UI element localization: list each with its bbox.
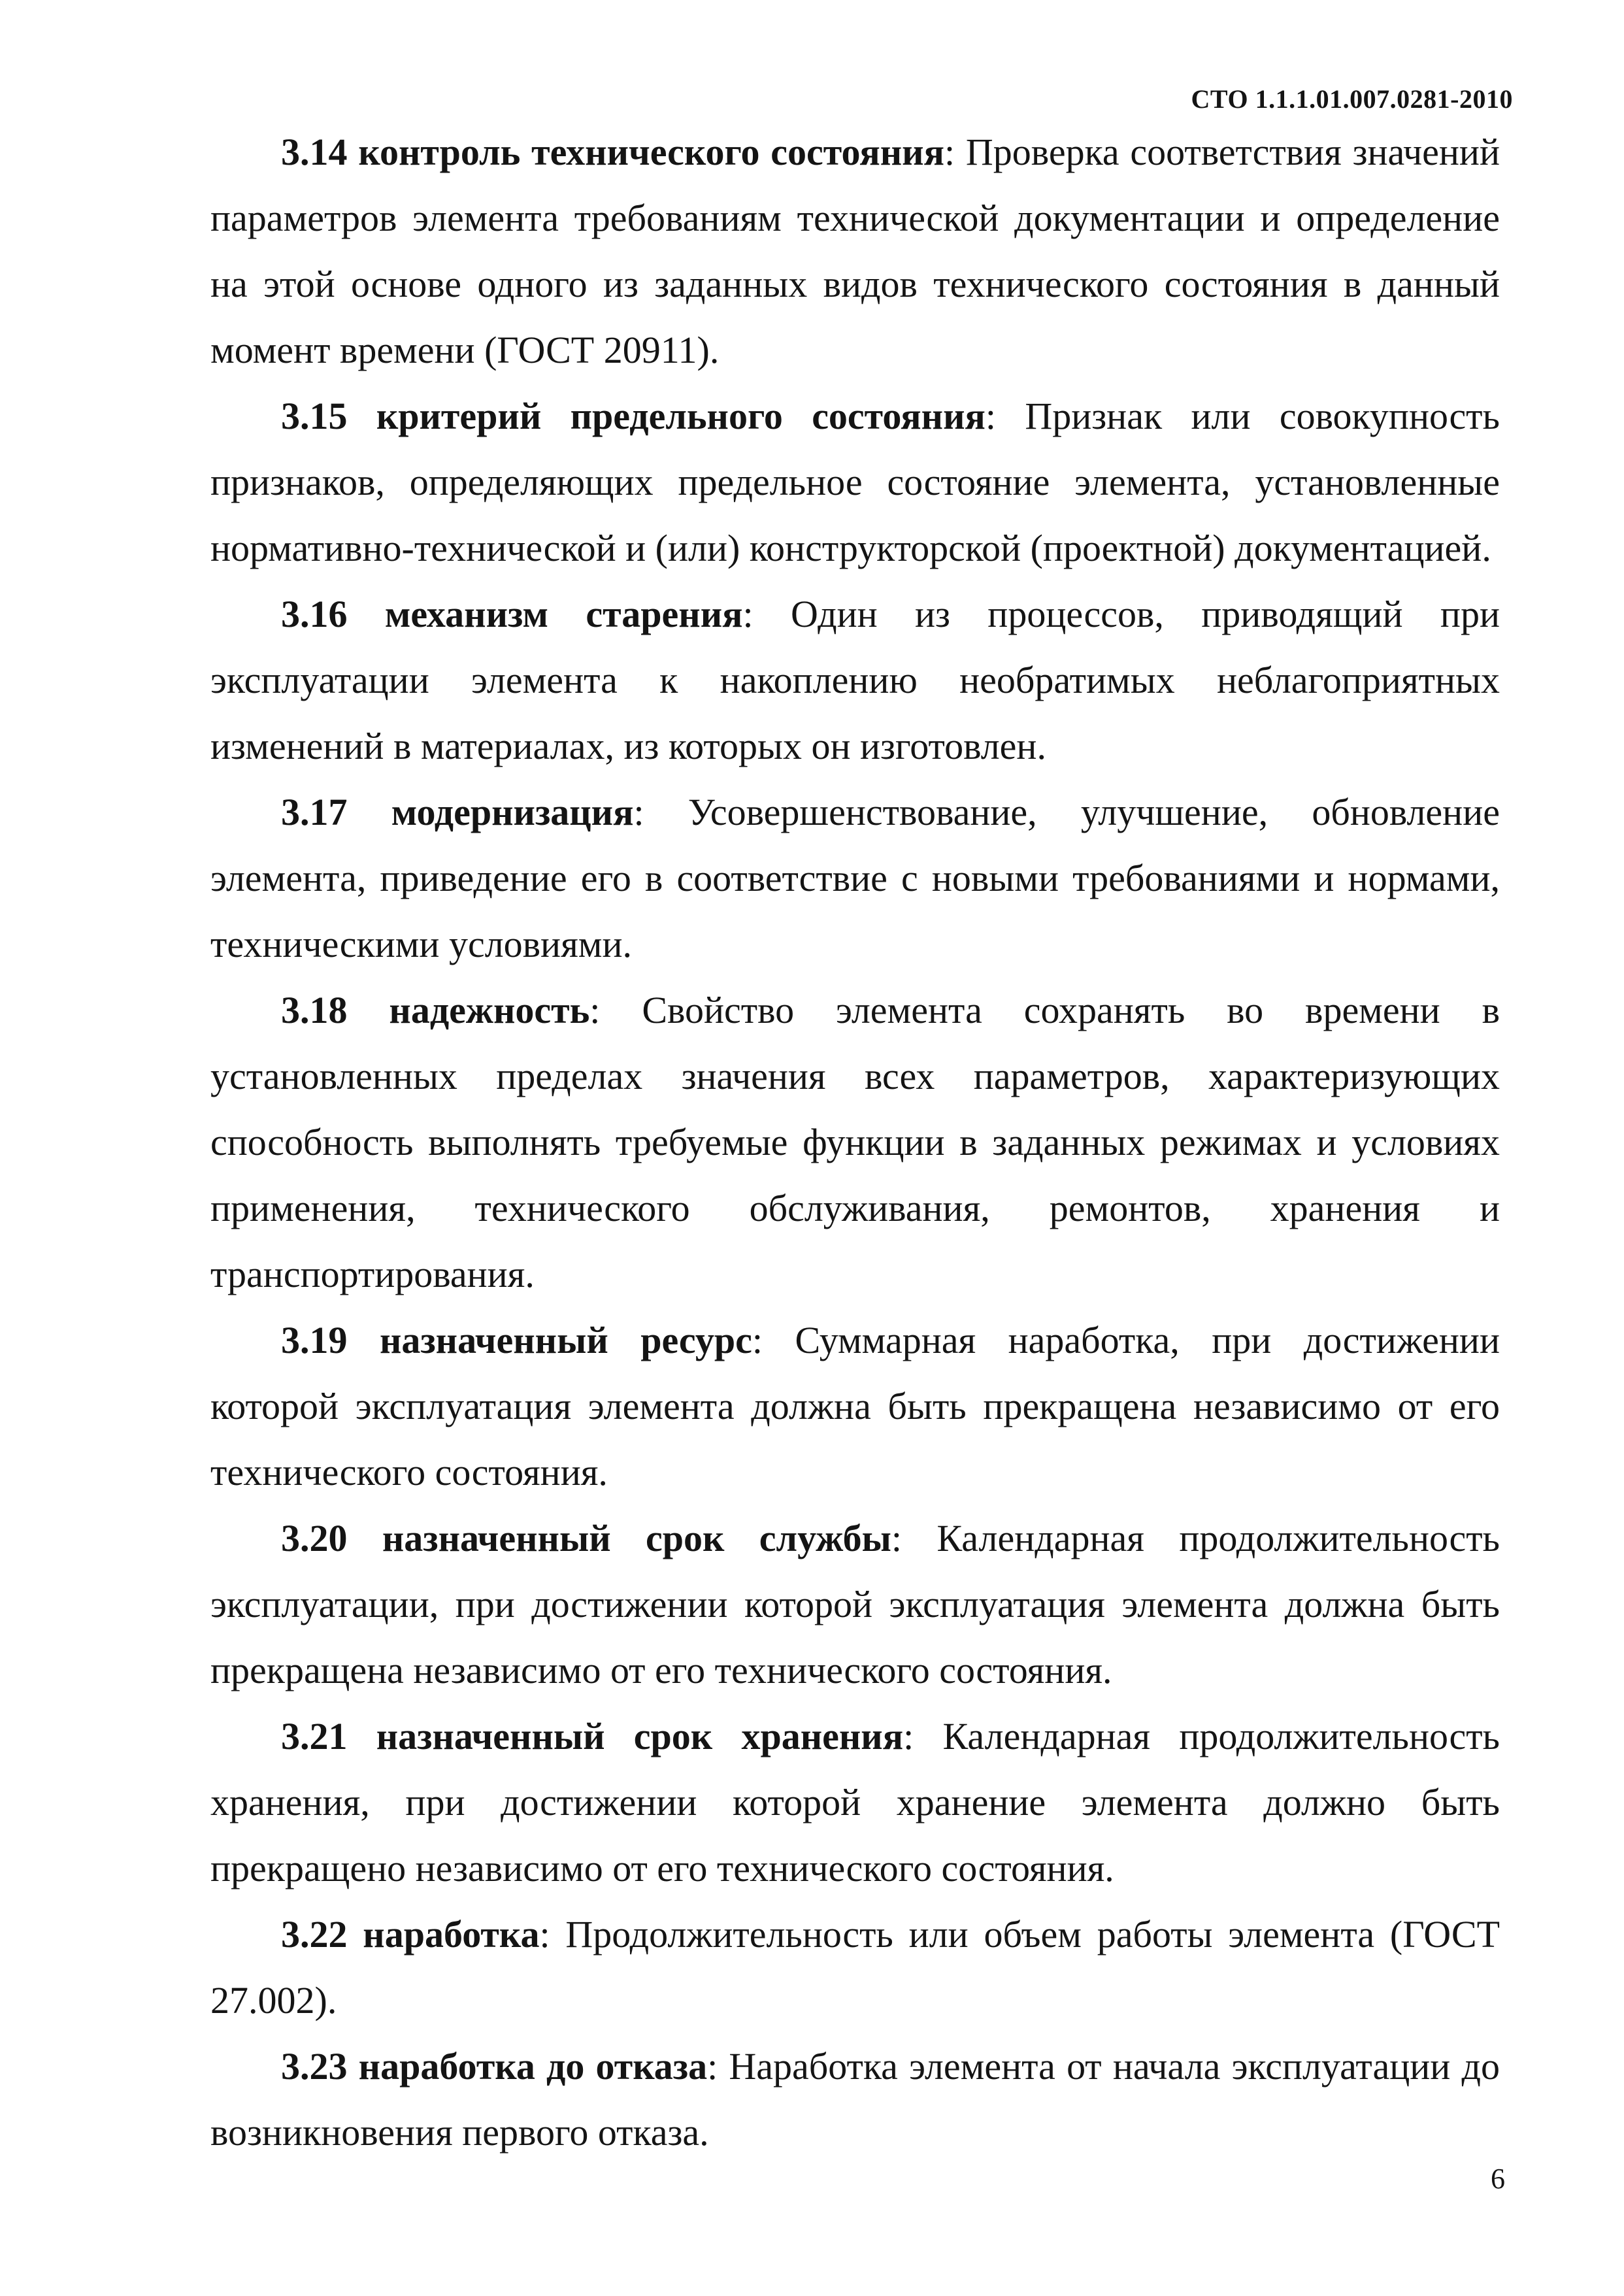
entry-term: модернизация <box>391 791 634 833</box>
entry-term: критерий предельного состояния <box>376 395 986 437</box>
entry-definition: Наработка элемента от начала эксплуатации до возникновения первого отказа. <box>210 2045 1500 2154</box>
definition-entry: 3.19 назначенный ресурс: Суммарная наработка, при достижении которой эксплуатация элемента должна быть прекращена независимо от его технического состояния. <box>210 1319 1500 1493</box>
entry-term: назначенный срок хранения <box>376 1715 904 1757</box>
entry-definition: Продолжительность или объем работы элемента (ГОСТ 27.002). <box>210 1913 1500 2021</box>
entry-term: наработка до отказа <box>358 2045 708 2088</box>
entry-number: 3.21 <box>281 1715 348 1757</box>
entry-term: назначенный ресурс <box>379 1319 752 1361</box>
definition-entry: 3.18 надежность: Свойство элемента сохранять во времени в установленных пределах значения всех параметров, характеризующих способность выполнять требуемые функции в заданных режимах и условиях применения, технического обслуживания, ремонтов, хранения и транспортирования. <box>210 989 1500 1295</box>
entry-number: 3.22 <box>281 1913 348 1955</box>
entry-definition: Один из процессов, приводящий при эксплуатации элемента к накоплению необратимых неблагоприятных изменений в материалах, из которых он изготовлен. <box>210 593 1500 767</box>
definition-entry: 3.22 наработка: Продолжительность или объем работы элемента (ГОСТ 27.002). <box>210 1913 1500 2021</box>
entry-number: 3.16 <box>281 593 348 635</box>
entry-term: наработка <box>363 1913 540 1955</box>
entry-number: 3.23 <box>281 2045 348 2088</box>
definition-entry: 3.23 наработка до отказа: Наработка элемента от начала эксплуатации до возникновения первого отказа. <box>210 2045 1500 2154</box>
definition-entry: 3.16 механизм старения: Один из процессов, приводящий при эксплуатации элемента к накоплению необратимых неблагоприятных изменений в материалах, из которых он изготовлен. <box>210 593 1500 767</box>
entry-term: назначенный срок службы <box>382 1517 891 1559</box>
entry-number: 3.14 <box>281 131 348 173</box>
entry-definition: Календарная продолжительность хранения, при достижении которой хранение элемента должно быть прекращено независимо от его технического состояния. <box>210 1715 1500 1889</box>
definition-entry: 3.17 модернизация: Усовершенствование, улучшение, обновление элемента, приведение его в соответствие с новыми требованиями и нормами, техническими условиями. <box>210 791 1500 965</box>
definition-entry: 3.15 критерий предельного состояния: Признак или совокупность признаков, определяющих предельное состояние элемента, установленные нормативно-технической и (или) конструкторской (проектной) документацией. <box>210 395 1500 569</box>
entry-term: надежность <box>389 989 590 1031</box>
entry-definition: Проверка соответствия значений параметров элемента требованиям технической документации и определение на этой основе одного из заданных видов технического состояния в данный момент времени (ГОСТ 20911). <box>210 131 1500 371</box>
entry-number: 3.20 <box>281 1517 348 1559</box>
definition-entry: 3.20 назначенный срок службы: Календарная продолжительность эксплуатации, при достижении которой эксплуатация элемента должна быть прекращена независимо от его технического состояния. <box>210 1517 1500 1691</box>
document-code: СТО 1.1.1.01.007.0281-2010 <box>1191 84 1513 114</box>
entry-definition: Усовершенствование, улучшение, обновление элемента, приведение его в соответствие с новыми требованиями и нормами, техническими условиями. <box>210 791 1500 965</box>
entry-definition: Свойство элемента сохранять во времени в установленных пределах значения всех параметров, характеризующих способность выполнять требуемые функции в заданных режимах и условиях применения, технического обслуживания, ремонтов, хранения и транспортирования. <box>210 989 1500 1295</box>
entry-term: контроль технического состояния <box>358 131 944 173</box>
entry-definition: Календарная продолжительность эксплуатации, при достижении которой эксплуатация элемента должна быть прекращена независимо от его технического состояния. <box>210 1517 1500 1691</box>
definition-entry: 3.21 назначенный срок хранения: Календарная продолжительность хранения, при достижении которой хранение элемента должно быть прекращено независимо от его технического состояния. <box>210 1715 1500 1889</box>
entry-number: 3.15 <box>281 395 348 437</box>
entry-term: механизм старения <box>384 593 743 635</box>
page-number: 6 <box>1491 2163 1505 2195</box>
entry-number: 3.18 <box>281 989 348 1031</box>
entry-number: 3.19 <box>281 1319 348 1361</box>
entry-definition: Суммарная наработка, при достижении которой эксплуатация элемента должна быть прекращена независимо от его технического состояния. <box>210 1319 1500 1493</box>
definitions-list <box>210 119 1500 2165</box>
entry-number: 3.17 <box>281 791 348 833</box>
entry-definition: Признак или совокупность признаков, определяющих предельное состояние элемента, установленные нормативно-технической и (или) конструкторской (проектной) документацией. <box>210 395 1500 569</box>
definition-entry: 3.14 контроль технического состояния: Проверка соответствия значений параметров элемента требованиям технической документации и определение на этой основе одного из заданных видов технического состояния в данный момент времени (ГОСТ 20911). <box>210 131 1500 371</box>
